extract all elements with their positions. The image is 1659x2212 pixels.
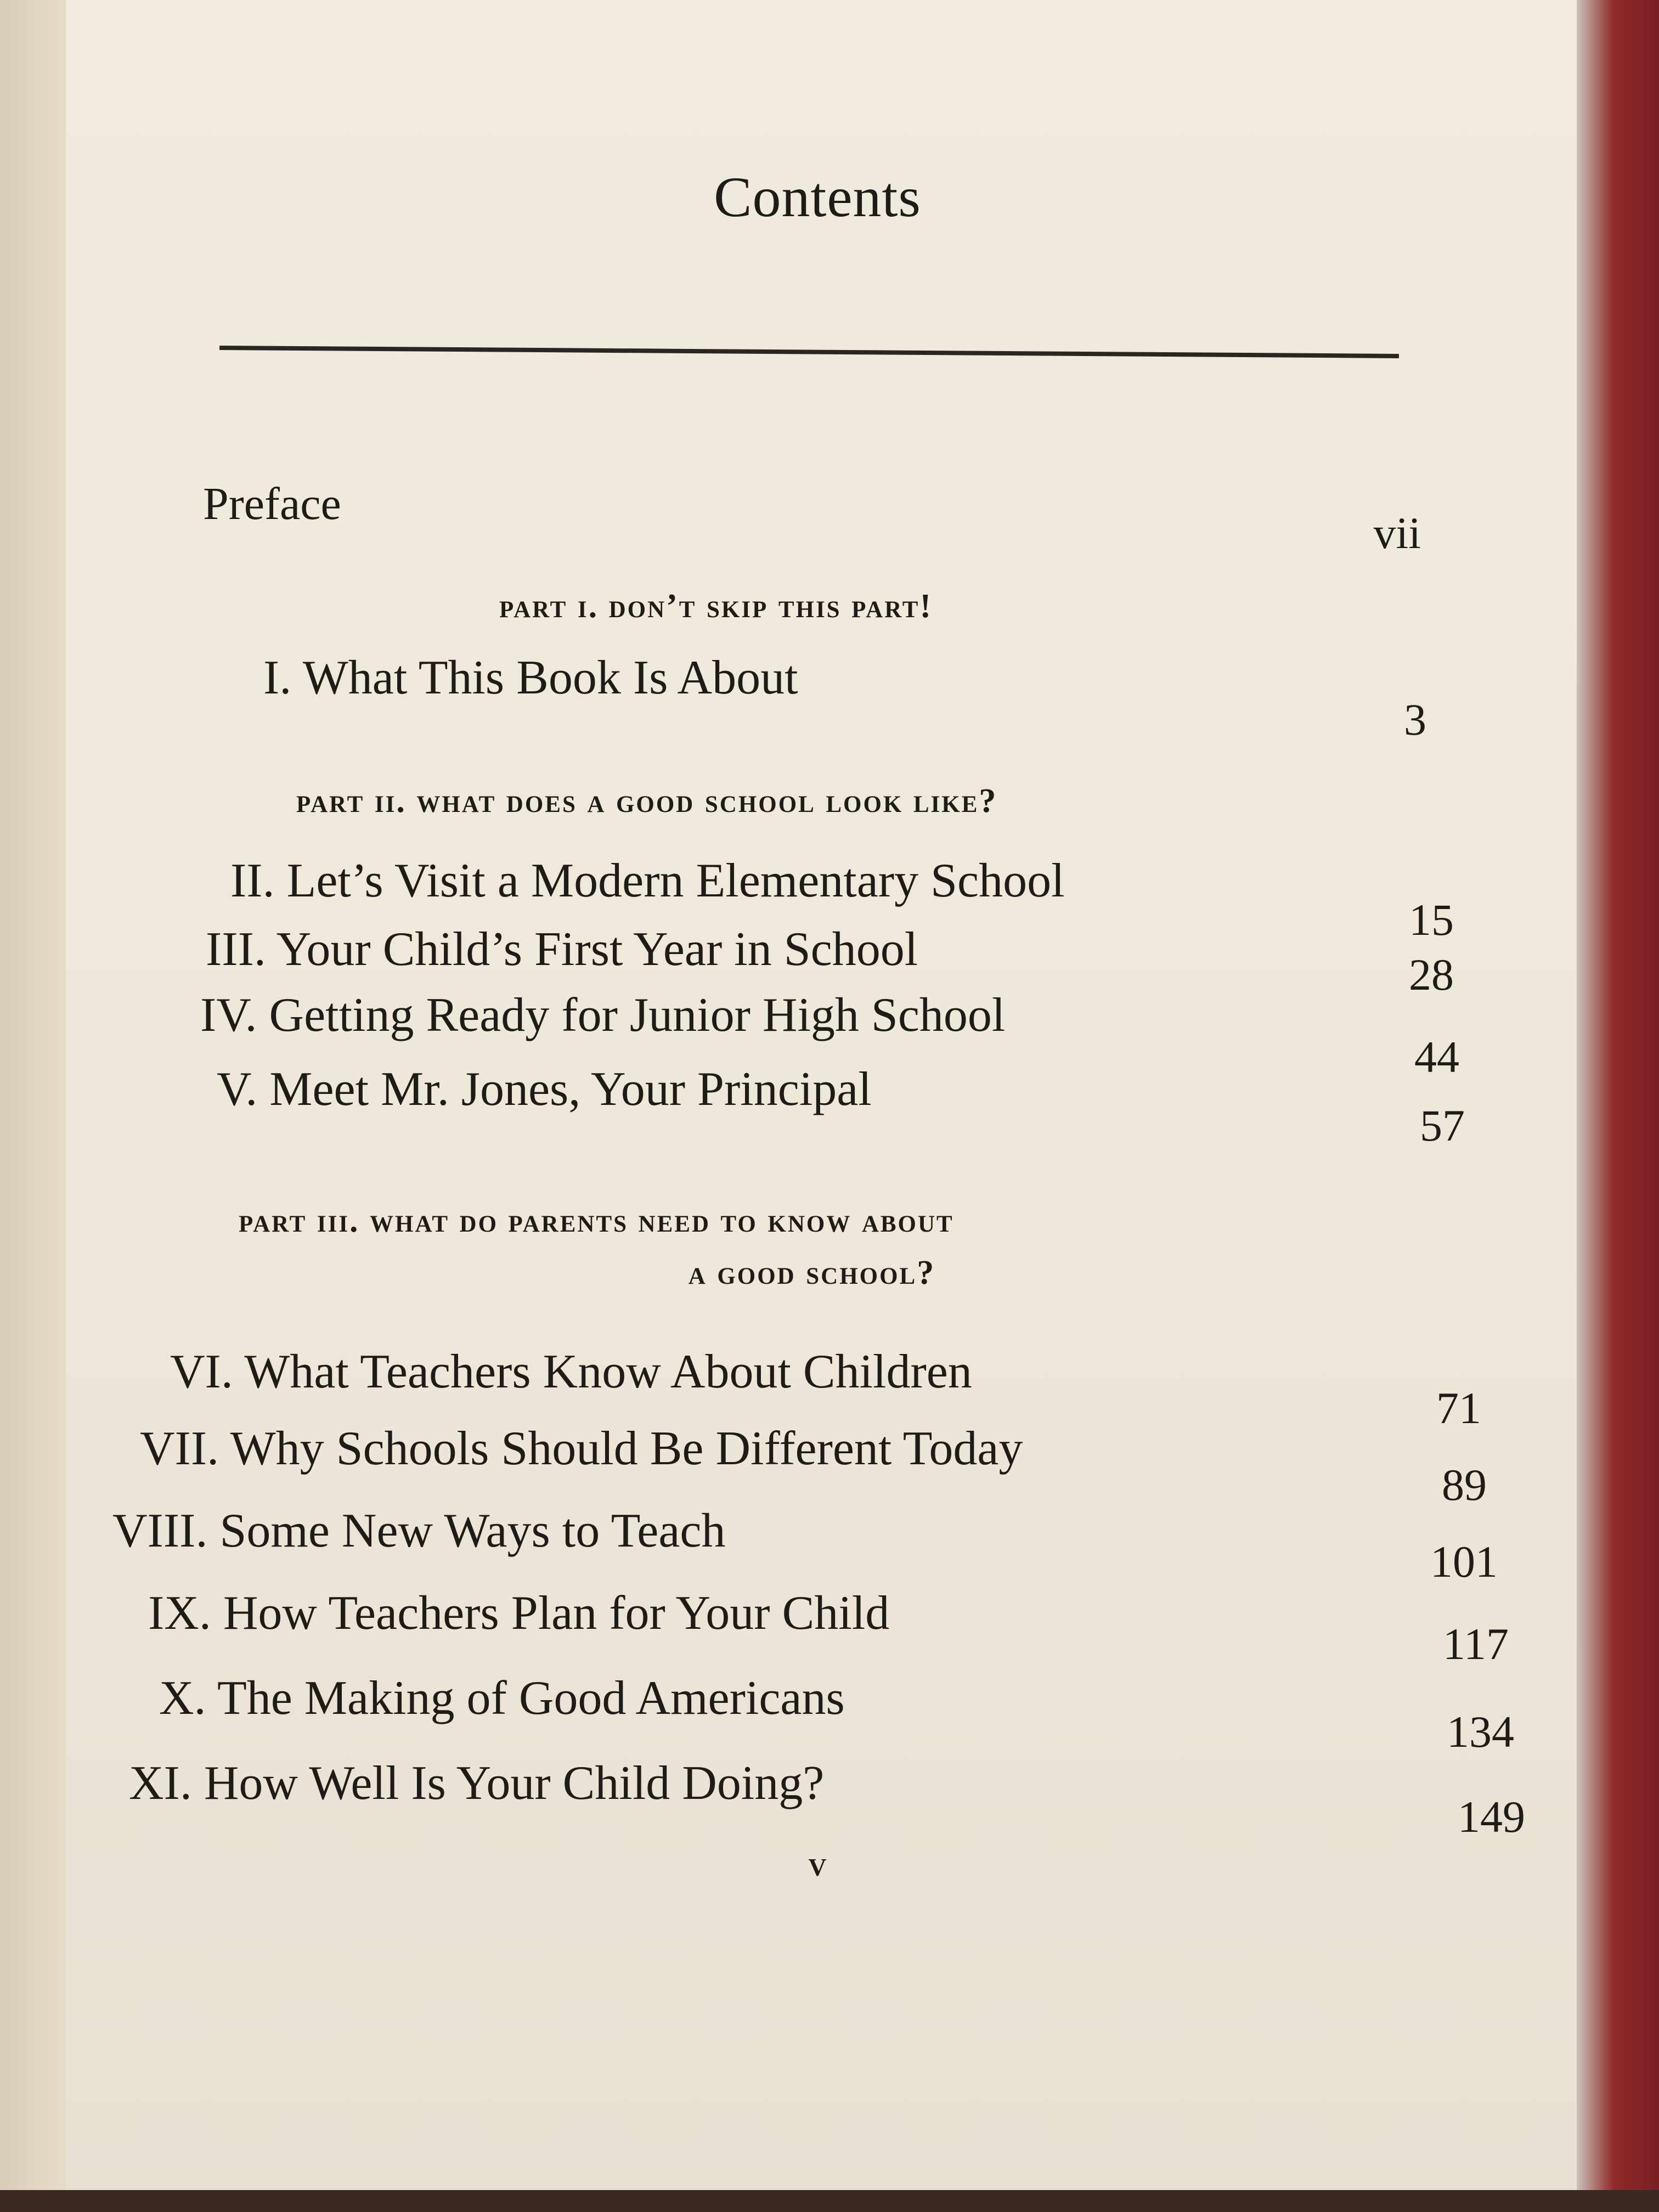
chapter-4-page: 44	[1414, 1032, 1459, 1082]
chapter-number: III.	[206, 923, 266, 976]
chapter-title: Let’s Visit a Modern Elementary School	[286, 854, 1065, 907]
chapter-title: How Teachers Plan for Your Child	[223, 1587, 890, 1640]
book-bottom-edge	[0, 2190, 1659, 2212]
chapter-3-page: 28	[1409, 950, 1454, 1000]
part-3-heading-line2: a good school?	[688, 1254, 936, 1291]
chapter-number: I.	[263, 651, 292, 704]
chapter-number: VIII.	[112, 1504, 208, 1558]
chapter-2-title	[230, 853, 1065, 909]
chapter-1-title	[263, 650, 798, 706]
chapter-number: IV.	[200, 989, 257, 1042]
chapter-8-page: 101	[1430, 1537, 1498, 1587]
chapter-3-title	[206, 922, 918, 977]
chapter-1-page: 3	[1404, 695, 1426, 744]
chapter-7-title	[140, 1421, 1023, 1476]
chapter-number: XI.	[129, 1757, 192, 1810]
chapter-title: Some New Ways to Teach	[219, 1504, 726, 1558]
preface-page: vii	[1373, 508, 1421, 558]
chapter-number: VI.	[170, 1345, 233, 1398]
page-folio: v	[808, 1844, 827, 1884]
book-cover-edge	[1577, 0, 1659, 2212]
chapter-number: II.	[230, 854, 275, 907]
part-3-heading-line1: part iii. what do parents need to know about	[239, 1202, 954, 1239]
chapter-title: Why Schools Should Be Different Today	[230, 1422, 1023, 1475]
chapter-6-title	[170, 1344, 972, 1400]
chapter-11-title	[129, 1756, 824, 1811]
page-title: Contents	[714, 166, 921, 229]
chapter-11-page: 149	[1458, 1792, 1525, 1842]
chapter-2-page: 15	[1409, 895, 1454, 945]
chapter-title: Getting Ready for Junior High School	[269, 989, 1006, 1042]
chapter-title: Meet Mr. Jones, Your Principal	[269, 1063, 872, 1116]
chapter-7-page: 89	[1442, 1460, 1487, 1510]
preface-label: Preface	[203, 478, 341, 529]
chapter-title: What Teachers Know About Children	[244, 1345, 972, 1398]
chapter-number: IX.	[148, 1587, 211, 1640]
chapter-5-page: 57	[1420, 1101, 1465, 1150]
chapter-9-title	[148, 1585, 889, 1641]
chapter-9-page: 117	[1443, 1619, 1509, 1669]
chapter-number: VII.	[140, 1422, 219, 1475]
chapter-5-title	[217, 1062, 872, 1117]
chapter-number: X.	[159, 1672, 206, 1725]
chapter-title: Your Child’s First Year in School	[276, 923, 918, 976]
part-1-heading: part i. don’t skip this part!	[499, 588, 933, 625]
chapter-6-page: 71	[1436, 1383, 1481, 1433]
chapter-10-title	[159, 1671, 845, 1726]
chapter-10-page: 134	[1447, 1707, 1514, 1757]
part-2-heading: part ii. what does a good school look like?	[296, 782, 998, 820]
chapter-title: How Well Is Your Child Doing?	[204, 1757, 825, 1810]
chapter-8-title	[112, 1503, 725, 1559]
chapter-number: V.	[217, 1063, 258, 1116]
chapter-title: The Making of Good Americans	[217, 1672, 845, 1725]
chapter-title: What This Book Is About	[302, 651, 798, 704]
chapter-4-title	[200, 988, 1005, 1043]
